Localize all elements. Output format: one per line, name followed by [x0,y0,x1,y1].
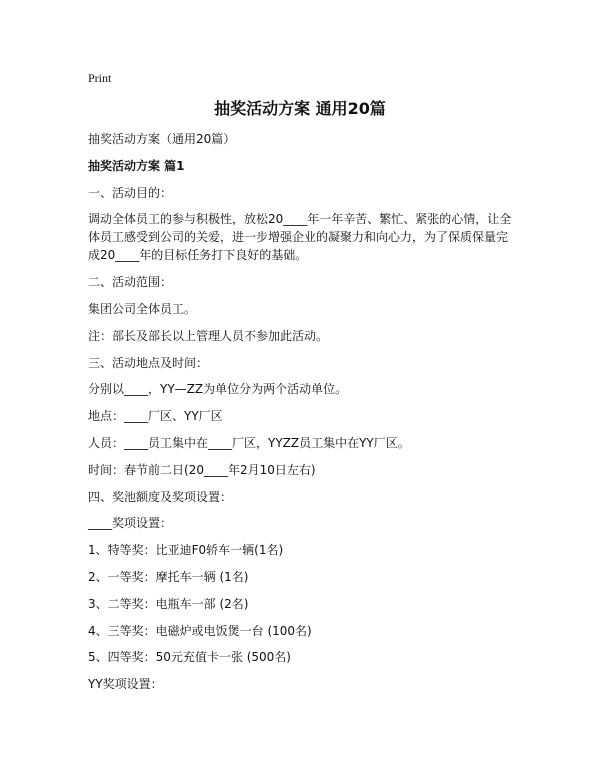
paragraph: 抽奖活动方案（通用20篇） [88,132,236,146]
document-title: 抽奖活动方案 通用20篇 [214,99,386,118]
paragraph: 调动全体员工的参与积极性，放松20____年一年辛苦、繁忙、紧张的心情，让全体员工感受到公司的关爱，进一步增强企业的凝聚力和向心力，为了保质保量完成20____年的目标任务打下良好的基础。 [88,212,512,263]
paragraph: 一、活动目的： [88,185,173,200]
paragraph: 4、三等奖：电磁炉或电饭煲一台 (100名) [88,623,312,638]
paragraph: YY奖项设置： [88,677,163,692]
paragraph: ____奖项设置： [88,516,173,531]
paragraph: 三、活动地点及时间： [88,355,209,370]
paragraph: 集团公司全体员工。 [88,301,197,316]
paragraph: 注：部长及部长以上管理人员不参加此活动。 [88,328,329,343]
paragraph: 四、奖池额度及奖项设置： [88,489,233,504]
paragraph: 分别以____，YY—ZZ为单位分为两个活动单位。 [88,382,348,397]
paragraph: 1、特等奖：比亚迪F0轿车一辆(1名) [88,543,284,558]
paragraph: 地点：____厂区、YY厂区 [88,409,223,424]
paragraph: 5、四等奖：50元充值卡一张 (500名) [88,650,291,665]
paragraph: 3、二等奖：电瓶车一部 (2名) [88,596,249,611]
document-body [88,130,518,702]
paragraph: 2、一等奖：摩托车一辆 (1名) [88,569,249,584]
paragraph: 时间：春节前二日(20____年2月10日左右) [88,462,316,477]
section-heading: 抽奖活动方案 篇1 [88,158,185,173]
paragraph: 二、活动范围： [88,275,173,290]
print-label: Print [88,71,112,85]
paragraph: 人员：____员工集中在____厂区，YYZZ员工集中在YY厂区。 [88,435,410,450]
